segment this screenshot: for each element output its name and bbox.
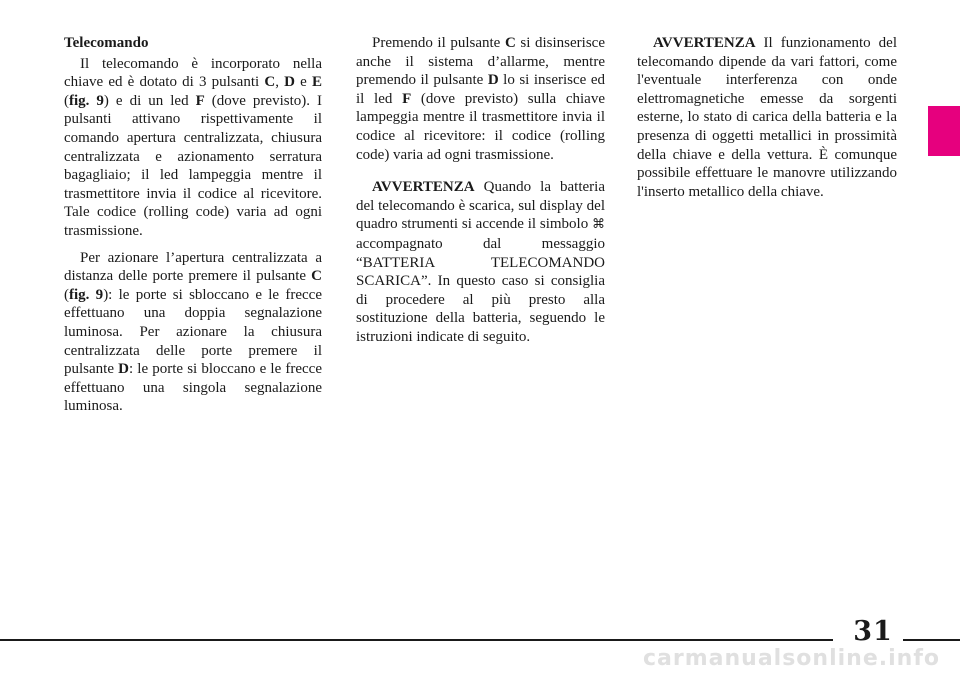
column-2 [356, 34, 605, 355]
figure-reference: fig. 9 [69, 92, 104, 109]
column-3 [637, 34, 897, 209]
paragraph-1: Il telecomando è incorporato nella chiave ed è dotato di 3 pulsanti C, D e E (fig. 9) e di un led F (dove previsto). I pulsanti attivano rispettivamente il comando apertura centralizzata, chiusura centralizzata e azionamento serratura bagagliaio; il led lampeggia mentre il trasmettitore invia il codice al ricevitore. Tale codice (rolling code) varia ad ogni trasmissione. [64, 55, 322, 239]
page-number: 31 [853, 616, 893, 647]
warning-label: AVVERTENZA [653, 35, 756, 51]
section-tab-marker [928, 106, 960, 156]
footer-rule-left [0, 639, 833, 641]
paragraph-3: Premendo il pulsante C si disinserisce anche il sistema d’allarme, mentre premendo il pulsante D lo si inserisce ed il led F (dove previsto) sulla chiave lampeggia mentre il trasmettitore invia il codice al ricevitore: il codice (rolling code) varia ad ogni trasmissione. [356, 35, 605, 163]
paragraph-2: Per azionare l’apertura centralizzata a distanza delle porte premere il pulsante C (fig. 9): le porte si sbloccano e le frecce effettuano una doppia segnalazione luminosa. Per azionare la chiusura centralizzata delle porte premere il pulsante D: le porte si bloccano e le frecce effettuano una singola segnalazione luminosa. [64, 249, 322, 415]
warning-paragraph-2: AVVERTENZA Il funzionamento del telecomando dipende da vari fattori, come l'eventuale interferenza con onde elettromagnetiche emesse da sorgenti esterne, lo stato di carica della batteria e la presenza di oggetti metallici in prossimità della chiave e della vettura. È comunque possibile effettuare le manovre utilizzando l'inserto metallico della chiave. [637, 35, 897, 200]
warning-label: AVVERTENZA [372, 179, 475, 196]
section-title: Telecomando [64, 35, 149, 51]
figure-reference: fig. 9 [69, 286, 104, 303]
watermark: carmanualsonline.info [643, 646, 940, 671]
key-battery-symbol-icon: ⌘ [592, 217, 605, 233]
footer-rule-right [903, 639, 960, 641]
column-1 [64, 34, 322, 424]
warning-paragraph-1: AVVERTENZA Quando la batteria del telecomando è scarica, sul display del quadro strumenti si accende il simbolo ⌘ accompagnato dal messaggio “BATTERIA TELECOMANDO SCARICA”. In questo caso si consiglia di procedere al più presto alla sostituzione della batteria, seguendo le istruzioni indicate di seguito. [356, 179, 605, 345]
